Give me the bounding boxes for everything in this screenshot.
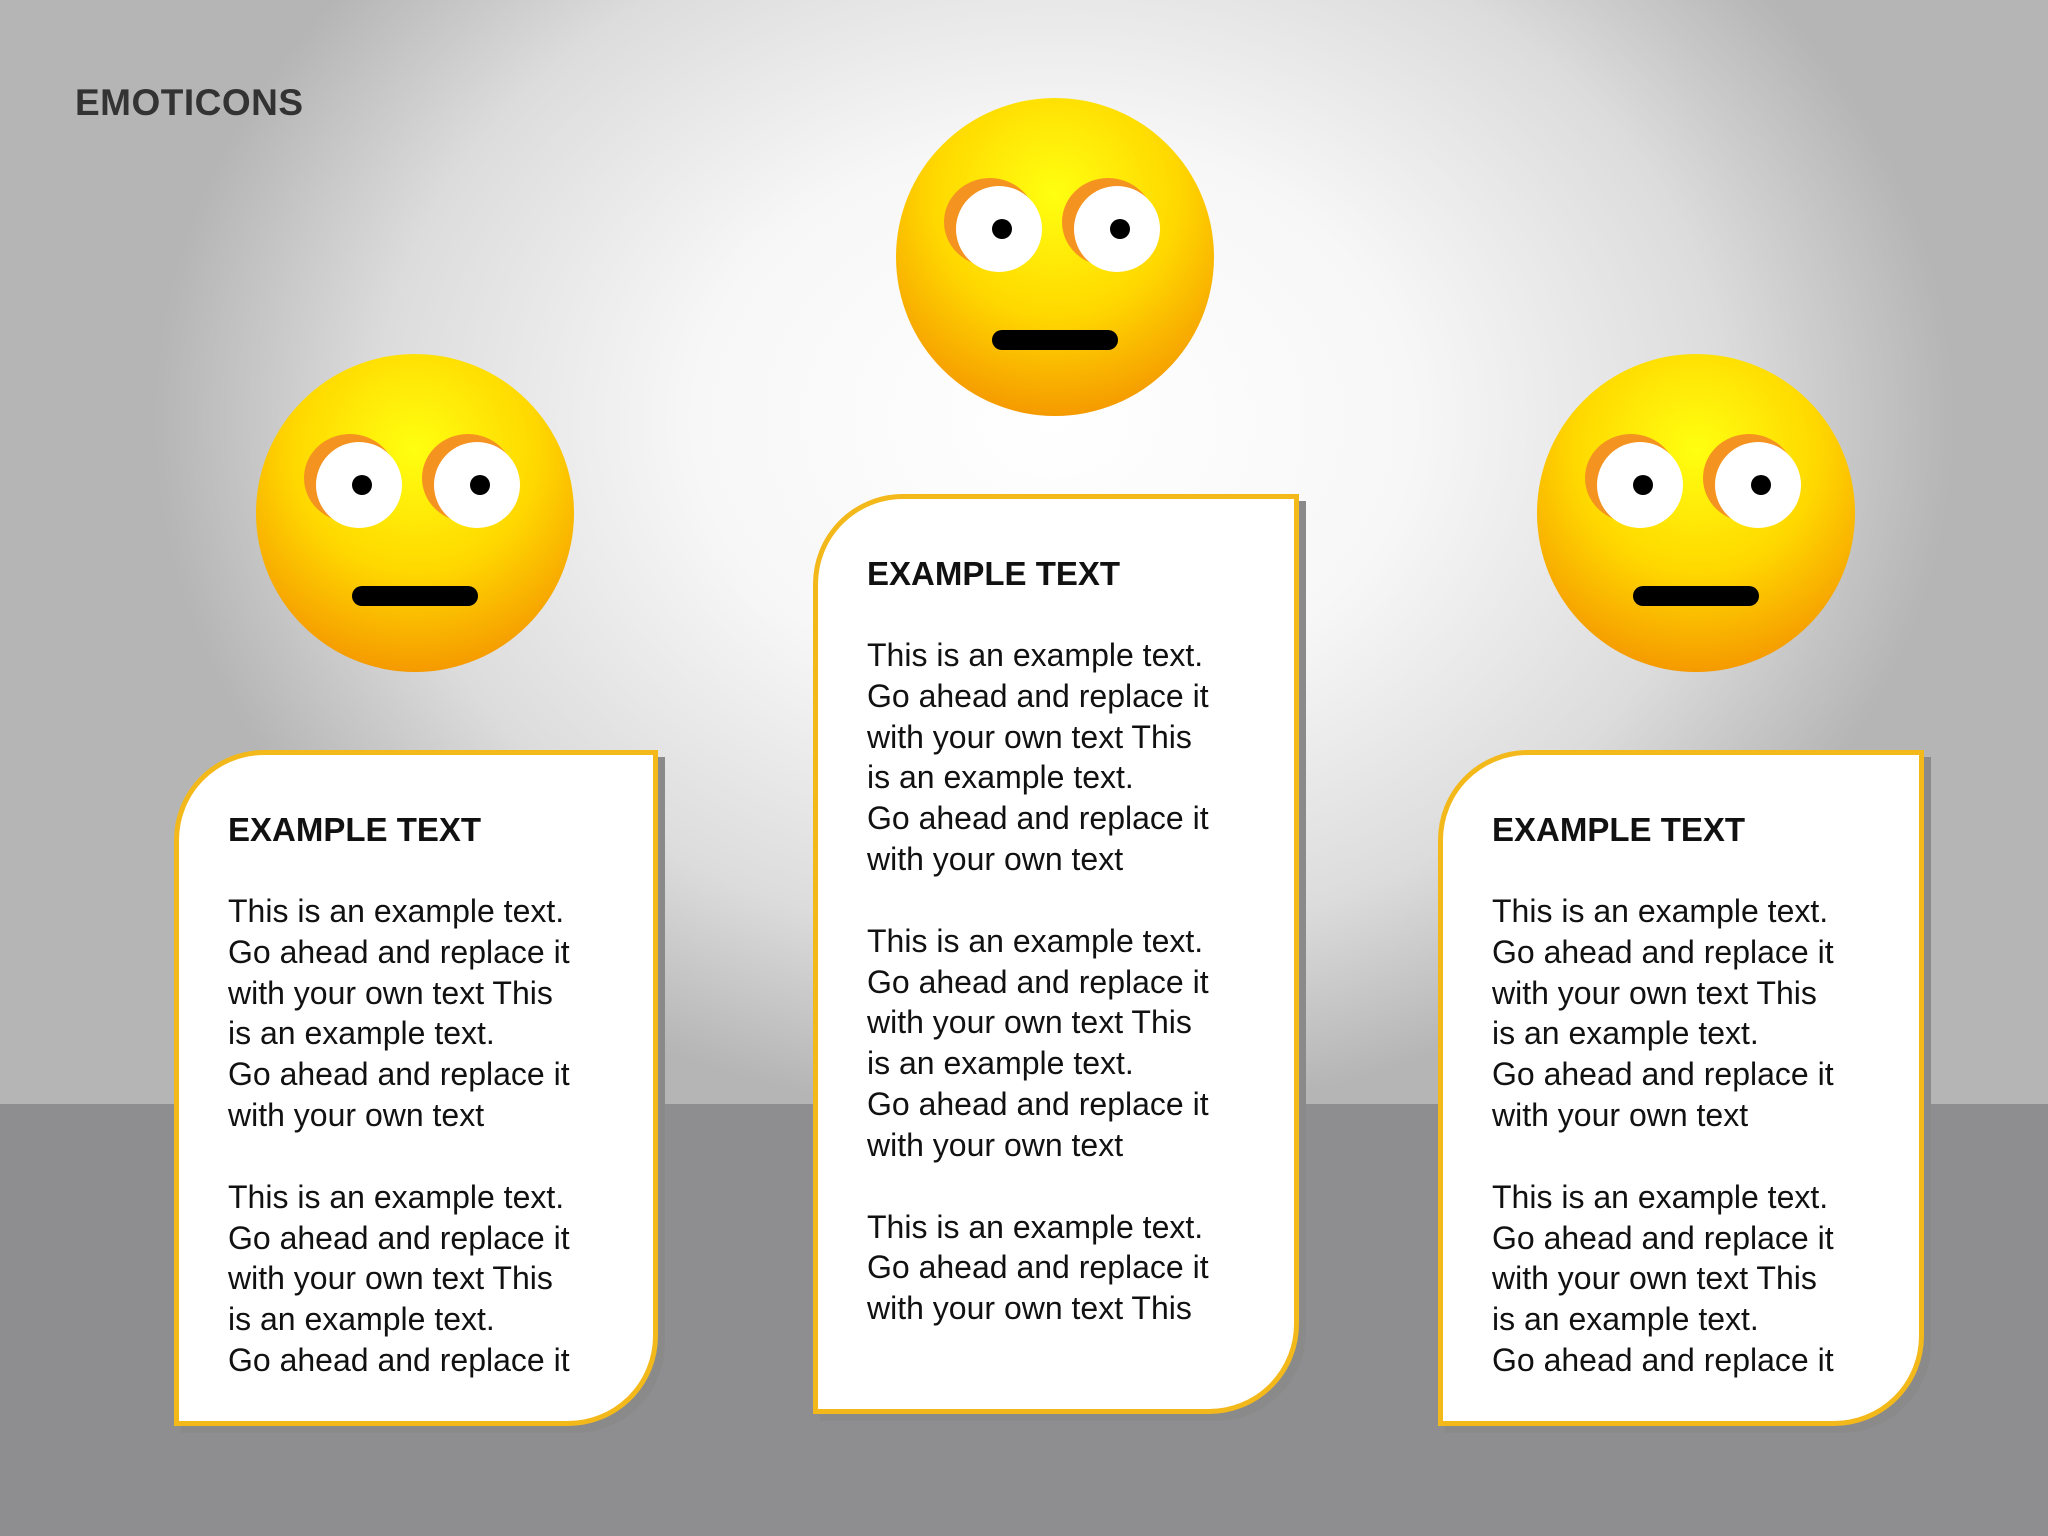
text-card-left[interactable] [174,750,658,1426]
card-heading: EXAMPLE TEXT [1492,811,1746,848]
neutral-face-icon [896,98,1214,416]
text-card-right[interactable] [1438,750,1924,1426]
card-heading: EXAMPLE TEXT [228,811,482,848]
card-paragraph: This is an example text. Go ahead and replace it with your own text This is an example text. Go ahead and replace it with your own text [228,893,570,1133]
slide-title: EMOTICONS [75,82,304,123]
card-content [867,553,1274,1329]
neutral-face-icon [256,354,574,672]
card-content [1492,809,1899,1381]
card-paragraph: This is an example text. Go ahead and replace it with your own text This [867,1208,1209,1327]
card-content [228,809,633,1381]
text-card-center[interactable] [813,494,1299,1414]
card-paragraph: This is an example text. Go ahead and replace it with your own text This is an example text. Go ahead and replace it [1492,1178,1834,1378]
card-heading: EXAMPLE TEXT [867,555,1121,592]
emoticon-center[interactable] [896,98,1214,416]
emoticon-left[interactable] [256,354,574,672]
neutral-face-icon [1537,354,1855,672]
card-paragraph: This is an example text. Go ahead and replace it with your own text This is an example text. Go ahead and replace it with your own text [1492,893,1834,1133]
emoticon-right[interactable] [1537,354,1855,672]
card-paragraph: This is an example text. Go ahead and replace it with your own text This is an example text. Go ahead and replace it [228,1178,570,1378]
card-paragraph: This is an example text. Go ahead and replace it with your own text This is an example text. Go ahead and replace it with your own text [867,922,1209,1163]
card-paragraph: This is an example text. Go ahead and replace it with your own text This is an example text. Go ahead and replace it with your own text [867,637,1209,877]
